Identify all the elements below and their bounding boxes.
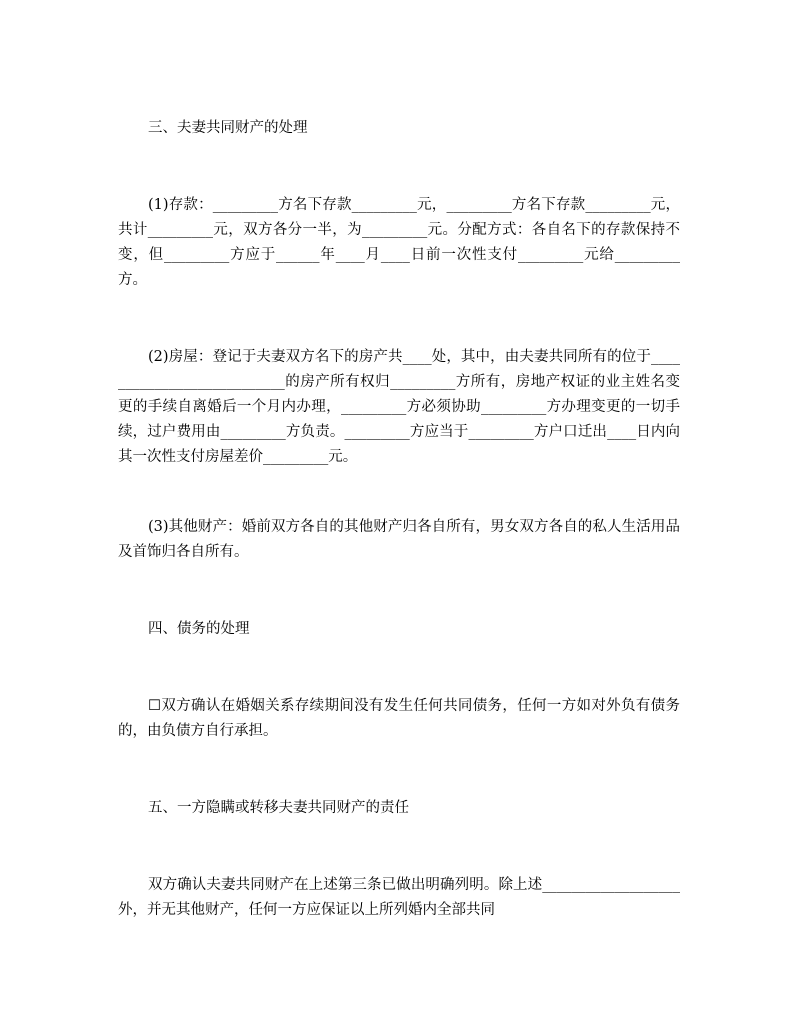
section-4-heading: 四、债务的处理 [148, 621, 250, 637]
house-paragraph: (2)房屋：登记于夫妻双方名下的房产共____处，其中，由夫妻共同所有的位于___________________________的房产所有权归_________方所有，房地产权证的业主姓名变更的手续自离婚后一个月内办理，_________方必须协助_________方办理变更的一切手续，过户费用由_________方负责。_________方应当于_________方户口迁出____日内向其一次性支付房屋差价_________元。 [118, 349, 680, 465]
concealment-paragraph: 双方确认夫妻共同财产在上述第三条已做出明确列明。除上述___________________外，并无其他财产，任何一方应保证以上所列婚内全部共同 [118, 877, 680, 918]
debt-paragraph: ☐双方确认在婚姻关系存续期间没有发生任何共同债务，任何一方如对外负有债务的，由负债方自行承担。 [118, 698, 680, 739]
section-3-heading: 三、夫妻共同财产的处理 [148, 120, 308, 136]
other-property-paragraph: (3)其他财产：婚前双方各自的其他财产归各自所有，男女双方各自的私人生活用品及首饰归各自所有。 [118, 519, 680, 560]
deposit-paragraph: (1)存款：_________方名下存款_________元，_________方名下存款_________元，共计_________元，双方各分一半，为_________元。分配方式：各自名下的存款保持不变，但_________方应于______年____月____日前一次性支付_________元给_________方。 [118, 197, 680, 288]
section-5-heading: 五、一方隐瞒或转移夫妻共同财产的责任 [148, 800, 409, 816]
